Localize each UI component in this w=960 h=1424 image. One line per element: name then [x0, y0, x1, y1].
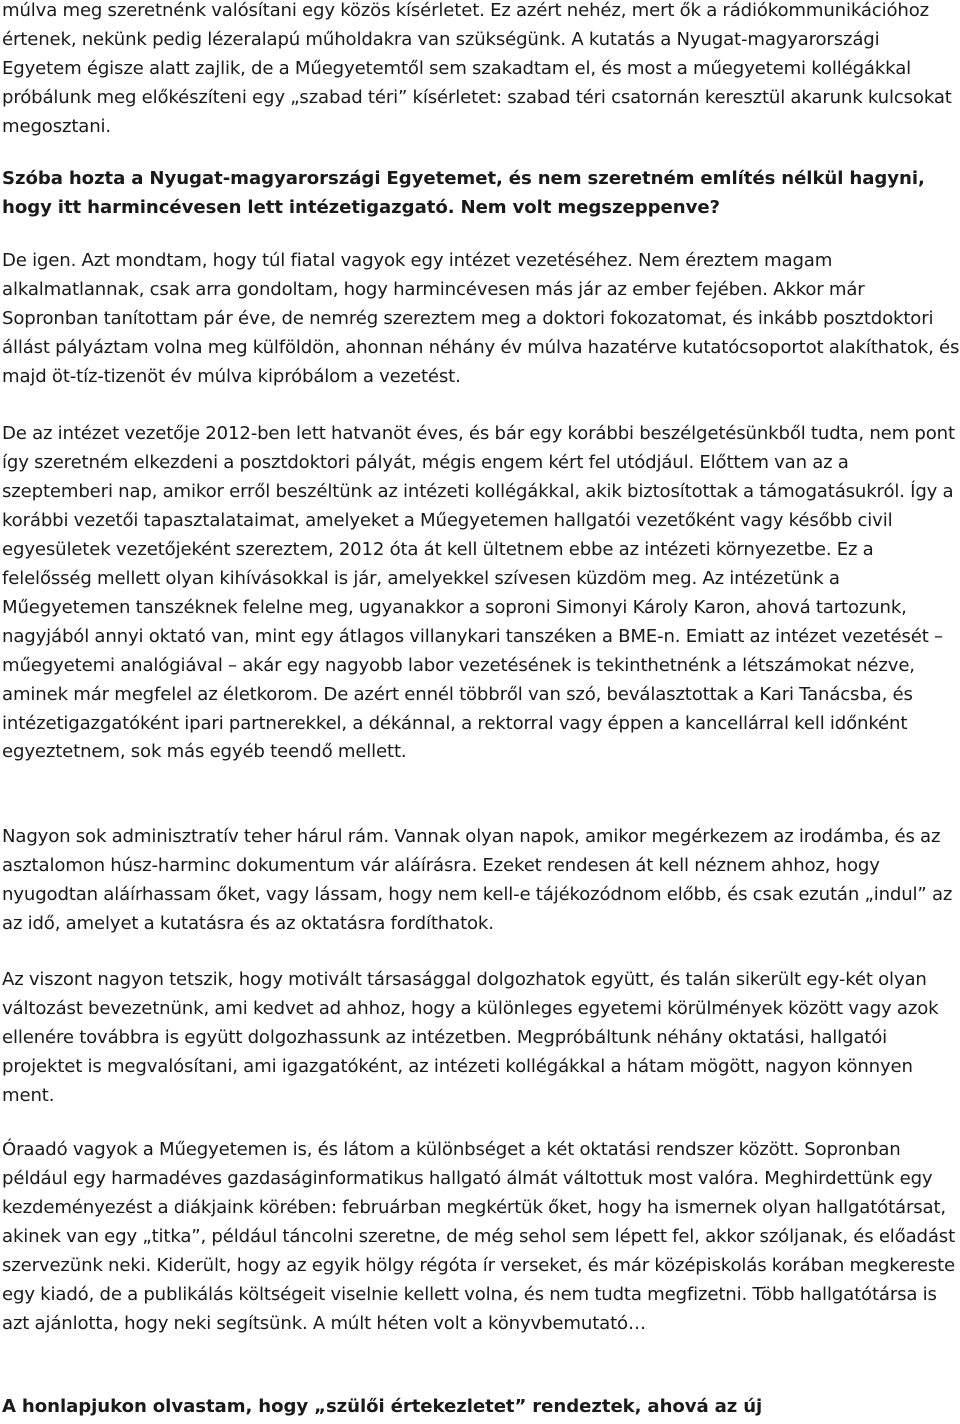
- question-paragraph-1: Szóba hozta a Nyugat-magyarországi Egyetemet, és nem szeretném említés nélkül hagyni, hogy itt harmincévesen lett intézetigazgató. Nem volt megszeppenve?: [2, 168, 925, 218]
- question-paragraph-2: A honlapjukon olvastam, hogy „szülői értekezletet” rendeztek, ahová az új: [2, 1396, 763, 1417]
- answer-paragraph-2: De igen. Azt mondtam, hogy túl fiatal vagyok egy intézet vezetéséhez. Nem éreztem magam alkalmatlannak, csak arra gondoltam, hogy harmincévesen más jár az ember fejében. Akkor már Sopronban tanítottam pár éve, de nemrég szereztem meg a doktori fokozatomat, és inkább posztdoktori állást pályáztam volna meg külföldön, ahonnan néhány év múlva hazatérve kutatócsoportot alakíthatok, és majd öt-tíz-tizenöt év múlva kipróbálom a vezetést.: [2, 250, 960, 387]
- answer-paragraph-6: Óraadó vagyok a Műegyetemen is, és látom a különbséget a két oktatási rendszer között. Sopronban például egy harmadéves gazdaságinformatikus hallgató álmát váltottuk most valóra. Meghirdettünk egy kezdeményezést a diákjaink körében: februárban megkértük őket, hogy ha ismernek olyan hallgatótársat, akinek van egy „titka”, például táncolni szeretne, de még sehol sem lépett fel, akkor szóljanak, és előadást szervezünk neki. Kiderült, hogy az egyik hölgy régóta ír verseket, és már középiskolás korában megkereste egy kiadó, de a publikálás költségeit viselnie kellett volna, és nem tudta megfizetni. Több hallgatótársa is azt ajánlotta, hogy neki segítsünk. A múlt héten volt a könyvbemutató…: [2, 1139, 956, 1334]
- answer-paragraph-1: múlva meg szeretnénk valósítani egy közös kísérletet. Ez azért nehéz, mert ők a rádiókommunikációhoz értenek, nekünk pedig lézeralapú műholdakra van szükségünk. A kutatás a Nyugat-magyarországi Egyetem égisze alatt zajlik, de a Műegyetemtől sem szakadtam el, és most a műegyetemi kollégákkal próbálunk meg előkészíteni egy „szabad téri” kísérletet: szabad téri csatornán keresztül akarunk kulcsokat megosztani.: [2, 0, 952, 137]
- answer-paragraph-4: Nagyon sok adminisztratív teher hárul rám. Vannak olyan napok, amikor megérkezem az irodámba, és az asztalomon húsz-harminc dokumentum vár aláírásra. Ezeket rendesen át kell néznem ahhoz, hogy nyugodtan aláírhassam őket, vagy lássam, hogy nem kell-e tájékozódnom előbb, és csak ezután „indul” az az idő, amelyet a kutatásra és az oktatásra fordíthatok.: [2, 826, 953, 934]
- answer-paragraph-5: Az viszont nagyon tetszik, hogy motivált társasággal dolgozhatok együtt, és talán sikerült egy-két olyan változást bevezetnünk, ami kedvet ad ahhoz, hogy a különleges egyetemi körülmények között vagy azok ellenére továbbra is együtt dolgozhassunk az intézetben. Megpróbáltunk néhány oktatási, hallgatói projektet is megvalósítani, ami igazgatóként, az intézeti kollégákkal a hátam mögött, nagyon könnyen ment.: [2, 969, 939, 1106]
- answer-paragraph-3: De az intézet vezetője 2012-ben lett hatvanöt éves, és bár egy korábbi beszélgetésünkből tudta, nem pont így szeretném elkezdeni a posztdoktori pályát, mégis engem kért fel utódjául. Előttem van az a szeptemberi nap, amikor erről beszéltünk az intézeti kollégákkal, akik biztosítottak a támogatásukról. Így a korábbi vezetői tapasztalataimat, amelyeket a Műegyetemen hallgatói vezetőként vagy később civil egyesületek vezetőjeként szereztem, 2012 óta át kell ültetnem ebbe az intézeti környezetbe. Ez a felelősség mellett olyan kihívásokkal is jár, amelyekkel szívesen küzdöm meg. Az intézetünk a Műegyetemen tanszéknek felelne meg, ugyanakkor a soproni Simonyi Károly Karon, ahová tartozunk, nagyjából annyi oktató van, mint egy átlagos villanykari tanszéken a BME-n. Emiatt az intézet vezetését – műegyetemi analógiával – akár egy nagyobb labor vezetésének is tekinthetnénk a létszámokat nézve, aminek már megfelel az életkorom. De azért ennél többről van szó, beválasztottak a Kari Tanácsba, és intézetigazgatóként ipari partnerekkel, a dékánnal, a rektorral vagy éppen a kancellárral kell időnként egyeztetnem, sok más egyéb teendő mellett.: [2, 423, 955, 763]
